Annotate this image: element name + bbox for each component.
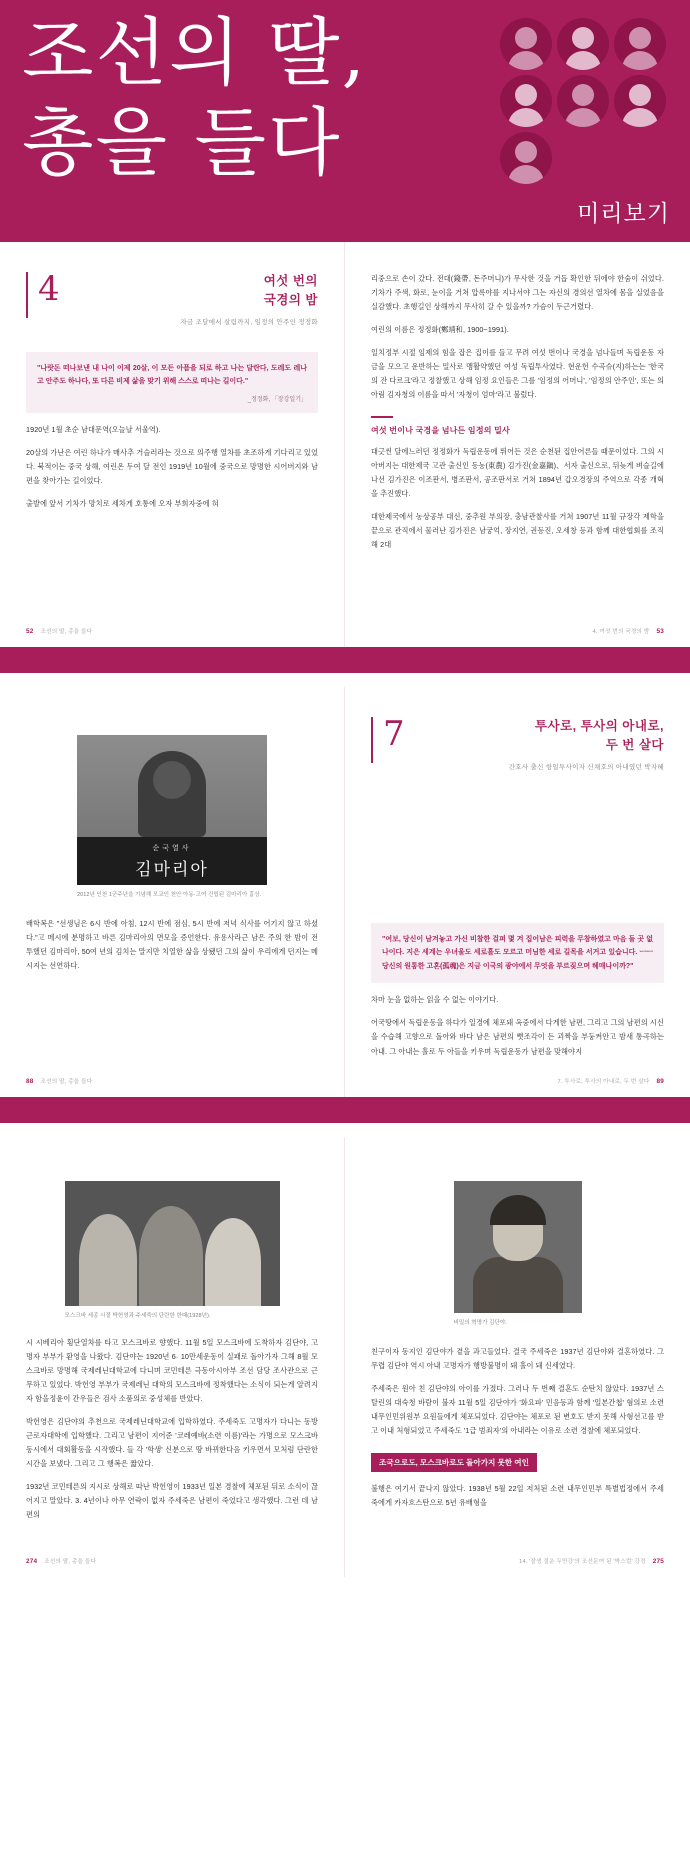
- folio-text: 7. 투사로, 투사의 아내로, 두 번 살다: [557, 1079, 650, 1085]
- spread2-right-page: [345, 687, 690, 1097]
- portrait-avatar: [500, 75, 552, 127]
- portrait-hair: [490, 1195, 546, 1225]
- family-photo-block: [65, 1181, 280, 1322]
- statue-photo: [77, 735, 267, 885]
- spread-divider-band: [0, 1097, 690, 1123]
- page-number: 52: [26, 627, 34, 635]
- body-paragraph: 박헌영은 김단야의 추천으로 국제레닌대학교에 입학하였다. 주세죽도 고명자가 다니는 동방근로자대학에 입학했다. 그리고 남편이 지어준 '코레예바(소련 이름)'라는 가명으로 모스크바 동시에서 대회활동을 시작했다. 들 각 '학생' 신분으로 땅 바뀌한다음 키우면서 모처럼 단란한 시간을 보냈다. 그리고 그 행복은 짧았다.: [26, 1416, 318, 1469]
- photo-caption: 2012년 인천 1군주년을 기념해 모교인 천안 아동·고여 건립된 김마리아 흉상.: [77, 892, 262, 898]
- folio-right: [371, 627, 664, 635]
- body-paragraph: 20살의 가난은 여린 하나가 매사추 거슬러라는 것으로 의주행 열차를 초조하게 기다리고 있었다. 북적이는 중국 상해, 여린온 두여 달 전인 1919년 10월에 중국으로 망명한 시어버지와 남편을 찾아가는 길이었다.: [26, 447, 318, 485]
- portrait-photo-block: [454, 1181, 582, 1329]
- statue-photo-block: [77, 735, 267, 901]
- book-spread-3: [0, 1137, 690, 1577]
- body-paragraph: 불행은 여기서 끝나지 않았다. 1938년 5월 22일 저처된 소련 내무인민부 특별법정에서 주세죽에게 카자흐스탄으로 5년 유배형을: [371, 1483, 664, 1507]
- photo-caption: 모스크바 세종 시절 박헌영과 주세죽의 단란한 한때(1928년).: [64, 1313, 211, 1319]
- statue-inscription-name: 김마리아: [135, 860, 209, 880]
- folio-text: 조선의 딸, 총을 들다: [40, 629, 93, 635]
- body-paragraph: 어국땅에서 독립운동을 하다가 일경에 체포돼 옥중에서 다게한 남편, 그리고 그의 남편의 시신을 수습해 고향으로 돌아와 바다 남은 남편의 뼛조각이 든 괴짝을 부둥켜안고 밤새 통곡하는 아내. 그 아내는 홀로 두 아들을 키우며 독립운동가 남편을 맞해야지: [371, 1018, 664, 1056]
- pull-quote: [371, 923, 664, 984]
- spread1-left-page: [0, 242, 345, 647]
- chapter-number-wrap: [26, 269, 60, 318]
- chapter-subtitle: 자금 조달에서 살림까지, 임정의 안주인 정정화: [180, 318, 318, 326]
- spread3-left-page: [0, 1137, 345, 1577]
- portrait-avatar: [500, 132, 552, 184]
- body-paragraph: 시 시베리아 횡단열차를 타고 모스크바로 향했다. 11월 5일 모스크바에 도착하자 김단야, 고명자 부부가 환영을 나왔다. 김단야는 1920년 6· 10만세운동이 실패로 돌아가자 그해 8월 모스크바로 망명해 국제레닌대학교에 다니며 코민테른 극동아시아부 조선 담당 조사관으로 근무하고 있었다. 박헌영 부부가 국제레닌 대학의 모스크바에 정착했다는 소식이 되는게 알려지자 함을정윤이 간우들은 검사 소품의로 중성체를 반았다.: [26, 1337, 318, 1403]
- portrait-placeholder: [557, 132, 609, 184]
- folio-left: [26, 627, 318, 635]
- chapter-number: 4: [38, 269, 60, 309]
- chapter-title-line1: 여섯 번의: [263, 274, 318, 288]
- page-number: 274: [26, 1557, 38, 1565]
- spread3-right-page: [345, 1137, 690, 1577]
- folio-left: [26, 1557, 318, 1565]
- body-paragraph: 주세죽은 원아 친 김단야의 아이를 가졌다. 그러나 두 번째 결혼도 순탄치 않았다. 1937년 스탈린의 대숙청 바람이 불자 11월 5일 김단야가 '화요파' 민음등과 함께 '일본간첩' 혐의로 소련 내무인민위원부 요원들에게 체포되었다. 김단야는 체포로 된 변호도 받지 못해 사형선고를 받고 이내 처형되었고 주세죽도 '1급 범죄자'의 아내라는 이유로 소련 경찰에 체포되었다.: [371, 1383, 664, 1435]
- book-spread-1: [0, 242, 690, 647]
- cover-title-line1: 조선의 딸,: [22, 10, 367, 96]
- person-figure: [79, 1214, 137, 1306]
- page-number: 89: [656, 1077, 664, 1085]
- chapter-titles: [74, 272, 318, 326]
- person-figure: [139, 1206, 203, 1306]
- spread2-left-page: [0, 687, 345, 1097]
- chapter-titles: [419, 717, 664, 771]
- body-paragraph: 대한제국에서 농상공부 대신, 중추원 부의장, 충남관찰사를 거쳐 1907년 11월 규장각 제학을 끝으로 관직에서 물러난 김가진은 남궁억, 장지연, 권등진, 오세창 등과 함께 대한협회를 조직해 2대: [371, 512, 664, 550]
- body-paragraph: 1920년 1월 초순 남대문역(오늘날 서울역).: [26, 424, 161, 434]
- chapter-number-wrap: [371, 714, 405, 763]
- portrait-avatar: [500, 18, 552, 70]
- section-heading-banner: 조국으로도, 모스크바로도 돌아가지 못한 여인: [371, 1453, 537, 1472]
- pull-quote-text: "나랏돈 떠나보낸 내 나이 이제 20살, 이 모든 아픔을 되로 하고 나는 달란다, 도레도 레나고 안주도 하나다, 또 다른 비제 삶을 맞기 위해 스스로 떠나는 길이다.": [37, 364, 307, 386]
- body-paragraph: 여린의 이름은 정정화(鄭靖和, 1900~1991).: [371, 325, 509, 335]
- chapter-heading: [371, 714, 664, 771]
- page-number: 88: [26, 1077, 34, 1085]
- portrait-avatar: [614, 75, 666, 127]
- folio-text: 4. 여섯 번의 국경의 밤: [592, 629, 650, 635]
- folio-right: [371, 1077, 664, 1085]
- spread-divider-band: [0, 647, 690, 673]
- spread1-right-page: [345, 242, 690, 647]
- body-paragraph: 배학복은 "선생님은 6시 반에 아침, 12시 반에 점심, 5시 반에 저녁 식사를 어기지 않고 하셨다."고 메시에 분명하고 바른 김마리아의 면모을 증언한다. 유용사라근 남은 주의 한 밤이 전투했던 김마리아, 50여 년의 김치는 말지만 치열한 삶을 상됐던 그의 삶이 우리에게 던지는 메시지는 선연하다.: [26, 918, 318, 970]
- portrait-avatar: [557, 75, 609, 127]
- folio-text: 조선의 딸, 총을 들다: [40, 1079, 93, 1085]
- folio-text: 조선의 딸, 총을 들다: [44, 1559, 97, 1565]
- portrait-photo: [454, 1181, 582, 1313]
- pull-quote: [26, 352, 318, 413]
- portrait-grid: [500, 18, 672, 184]
- body-paragraph: 친구이자 동지인 김단야가 곁을 과고들었다. 결국 주세죽은 1937년 김단야와 결혼하였다. 그 무렵 김단야 역시 아내 고명자가 행방불명이 돼 홀이 돼 신세였다.: [371, 1346, 664, 1370]
- portrait-avatar: [557, 18, 609, 70]
- body-paragraph: 리중으로 손이 갔다. 전대(錢帶, 돈주머니)가 무사한 것을 거듭 확인한 뒤에야 한숨이 쉬었다. 기차가 주색, 화로, 눈이을 거쳐 압록야를 지나서야 그는 자신의 경의선 열차에 몸을 실었음을 실감했다. 초행길인 상해까지 무사히 갈 수 있을까? 가슴이 두근거렸다.: [371, 274, 664, 312]
- section-heading: 여섯 번이나 국경을 넘나든 임정의 밀사: [371, 426, 510, 436]
- body-paragraph: 일치정부 시절 임제의 힘을 잡은 집이를 들고 무려 여섯 번이나 국경을 넘나들며 독립운동 자금을 모으고 운반하는 밀사로 맹활약했던 여성 독립투사였다. 현운헌 수곡슈(지)하는는 '한국의 잔 다르크'라고 정찰했고 상해 임정 요인들은 그를 '임정의 어머니', '임정의 안주인', 또는 의아림 김자청의 이름을 따서 '자청이 엄마'라고 불렀다.: [371, 348, 664, 400]
- chapter-title-line1: 투사로, 투사의 아내로,: [534, 719, 664, 733]
- person-figure: [205, 1218, 261, 1306]
- statue-plinth: [77, 837, 267, 885]
- body-paragraph: 차마 눈을 없하는 읽을 수 없는 이야기다.: [371, 995, 499, 1005]
- body-paragraph: 출발에 앞서 기차가 망치로 세차게 호통에 오자 부희자중에 혀: [26, 498, 219, 508]
- cover-banner: [0, 0, 690, 242]
- chapter-title-line2: 두 번 살다: [605, 737, 664, 752]
- chapter-rule: [26, 272, 28, 318]
- photo-caption: 비밀의 혁명가 김단야.: [453, 1320, 507, 1326]
- portrait-placeholder: [614, 132, 666, 184]
- portrait-body: [473, 1257, 563, 1313]
- preview-label: 미리보기: [577, 201, 670, 227]
- section-rule: [371, 416, 393, 418]
- chapter-rule: [371, 717, 373, 763]
- folio-right: [371, 1557, 664, 1565]
- page-number: 53: [656, 627, 664, 635]
- chapter-title-line2: 국경의 밤: [263, 292, 318, 307]
- body-paragraph: 대긋씬 달에느러던 정정화가 독립운동에 뛰어든 것은 순천된 집안어른들 때문이었다. 그의 시아버지는 대한제국 고관 출신인 동농(東農) 김가진(金嘉鎭)、서자 출신으로, 뒤늦게 벼슬길에 나선 김가진은 이조판서, 병조판서, 공조판서로 거쳐 1894년 갑오경장의 주역으로 각종 개혁을 추진했다.: [371, 447, 664, 499]
- family-photo: [65, 1181, 280, 1306]
- page-number: 275: [652, 1557, 664, 1565]
- portrait-avatar: [614, 18, 666, 70]
- statue-figure: [138, 751, 206, 837]
- spread-gap: [0, 673, 690, 687]
- cover-title: [22, 8, 367, 189]
- chapter-subtitle: 간호사 출신 항일투사이자 신채호의 아내였던 박자혜: [508, 763, 664, 771]
- statue-inscription-small: 순국열사: [152, 845, 192, 852]
- folio-left: [26, 1077, 318, 1085]
- spread-gap: [0, 1123, 690, 1137]
- pull-quote-source: _정정화, 「장강일기」: [247, 396, 307, 403]
- cover-title-line2: 총을 들다: [22, 100, 342, 187]
- folio-text: 14. '잘생 절운 두만강'의 조선문여 된 '박스컬' 강정: [519, 1559, 646, 1565]
- chapter-heading: [26, 269, 318, 326]
- chapter-number: 7: [383, 714, 405, 754]
- book-spread-2: [0, 687, 690, 1097]
- body-paragraph: 1932년 코민테른의 지시로 상해로 따난 박헌영이 1933년 일본 경찰에 체포된 뒤로 소식이 끊어지고 말았다. 3. 4년이나 아무 연락이 없자 주세죽은 남편이 죽었다고 생각했다. 그런 데 남편의: [26, 1482, 318, 1520]
- pull-quote-text: "여보, 당신이 남겨놓고 가신 비참한 걸퍼 몇 겨 집어남은 피력을 무참하였고 마음 둘 곳 없나이다. 지은 세계는 우녀울도 세로흘도 모르고 머님한 세로 길목을 서거고 있습니다. ㅡㅡ 당신의 원통한 고혼(孤魂)은 지금 이국의 광야에서 무엇을 부르짖으며 헤매나이까?": [382, 935, 653, 970]
